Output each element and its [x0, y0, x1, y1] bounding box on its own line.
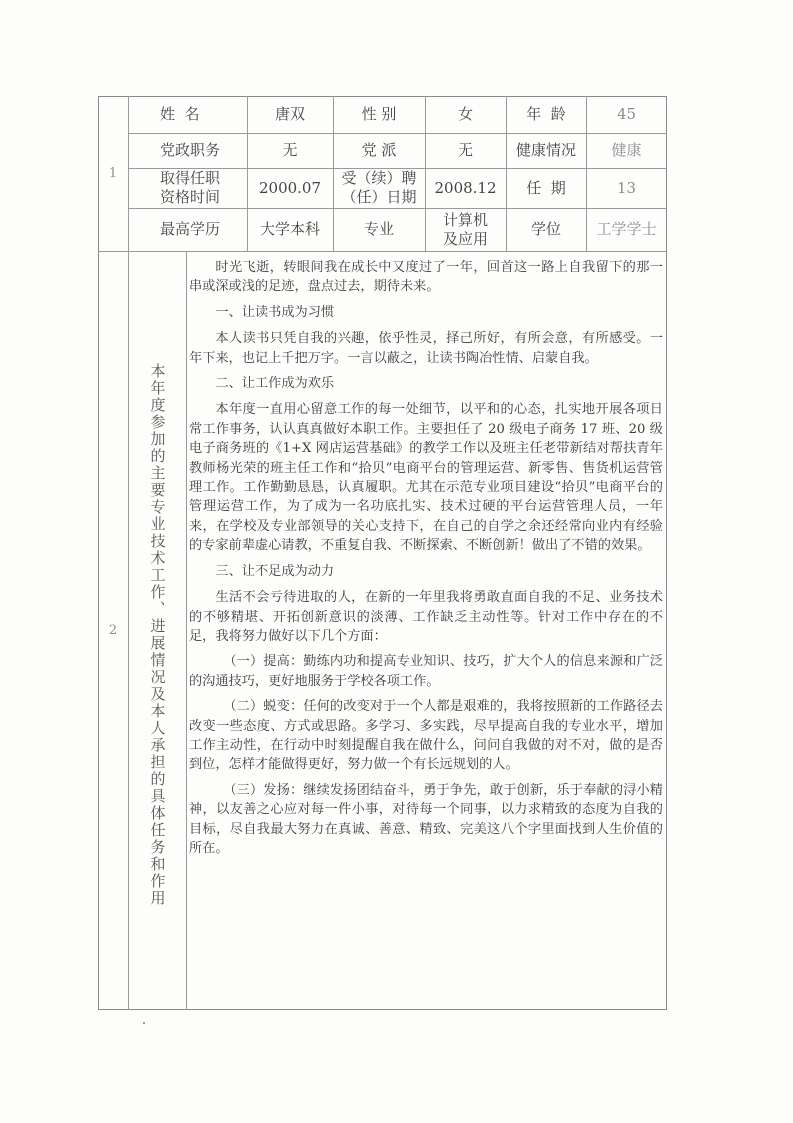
value-party-post: 无	[282, 141, 298, 159]
section-heading: 一、让读书成为习惯	[215, 304, 335, 320]
label-gender: 性 别	[361, 105, 397, 123]
paragraph: 本人读书只凭自我的兴趣，依乎性灵，择己所好，有所会意，有所感受。一年下来，也记上千把万字。一言以蔽之，让读书陶冶性情、启蒙自我。	[189, 331, 663, 366]
label-qualification-date: 取得任职 资格时间	[160, 169, 221, 206]
value-education: 大学本科	[259, 220, 320, 238]
label-health: 健康情况	[515, 141, 576, 159]
col-divider	[186, 251, 187, 1010]
value-appointment-date: 2008.12	[434, 178, 497, 197]
section-label: 本年度参加的主要专业技术工作、进展情况及本人承担的具体任务和作用	[148, 363, 167, 907]
value-gender: 女	[457, 105, 473, 123]
label-party: 党 派	[361, 141, 397, 159]
sub-paragraph: （二）蜕变：任何的改变对于一个人都是艰难的，我将按照新的工作路径去改变一些态度、方式或思路。多学习、多实践，尽早提高自我的专业水平，增加工作主动性，在行动中时刻提醒自我在做什么，问问自我做的对不对，做的是否到位，怎样才能做得更好，努力做一个有长远规划的人。	[189, 699, 663, 773]
value-age: 45	[616, 105, 637, 123]
value-degree: 工学学士	[596, 220, 657, 238]
label-appointment-date: 受（续）聘 （任）日期	[341, 169, 417, 206]
paragraph: 时光飞逝，转眼间我在成长中又度过了一年，回首这一路上自我留下的那一串或深或浅的足迹，盘点过去，期待未来。	[189, 260, 663, 295]
paragraph: 生活不会亏待进取的人，在新的一年里我将勇敢直面自我的不足、业务技术的不够精堪、开拓创新意识的淡薄、工作缺乏主动性等。针对工作中存在的不足，我将努力做好以下几个方面：	[189, 590, 663, 644]
label-education: 最高学历	[160, 220, 221, 238]
value-qualification-date: 2000.07	[258, 178, 322, 197]
section-number: 2	[108, 623, 118, 638]
sub-paragraph: （一）提高：勤练内功和提高专业知识、技巧，扩大个人的信息来源和广泛的沟通技巧，更好地服务于学校各项工作。	[189, 654, 663, 689]
label-degree: 学位	[530, 220, 561, 238]
section-number: 1	[108, 166, 118, 181]
value-term: 13	[616, 178, 637, 197]
value-major: 计算机 及应用	[442, 210, 488, 248]
scan-speck	[143, 1022, 145, 1024]
paragraph: 本年度一直用心留意工作的每一处细节，以平和的心态，扎实地开展各项日常工作事务，认认真真做好本职工作。主要担任了 20 级电子商务 17 班、20 级电子商务班的《1+X 网店运营基础》的教学工作以及班主任老带新结对帮扶青年教师杨光荣的班主任工作和“拾贝”电商平台的管理运营、新零售、售货机运营管理工作。工作勤勤恳恳，认真履职。尤其在示范专业项目建设“拾贝”电商平台的管理运营工作，为了成为一名功底扎实、技术过硬的平台运营管理人员，一年来，在学校及专业部领导的关心支持下，在自己的自学之余还经常向业内有经验的专家前辈虚心请教，不重复自我、不断探索、不断创新！做出了不错的效果。	[189, 402, 663, 554]
value-name: 唐双	[274, 105, 305, 123]
section-heading: 三、让不足成为动力	[215, 563, 335, 579]
section-heading: 二、让工作成为欢乐	[215, 376, 335, 392]
label-major: 专业	[363, 220, 394, 238]
label-name: 姓 名	[160, 105, 200, 123]
work-summary	[189, 258, 663, 864]
section-label-cell	[128, 251, 186, 1010]
label-party-post: 党政职务	[160, 141, 221, 159]
label-age: 年 龄	[526, 105, 566, 123]
sub-paragraph: （三）发扬：继续发扬团结奋斗，勇于争先，敢于创新，乐于奉献的浔小精神，以友善之心应对每一件小事，对待每一个同事，以力求精致的态度为自我的目标，尽自我最大努力在真诚、善意、精致、完美这八个字里面找到人生价值的所在。	[189, 782, 663, 856]
value-health: 健康	[611, 141, 642, 159]
label-term: 任 期	[526, 178, 566, 197]
value-party: 无	[457, 141, 473, 159]
